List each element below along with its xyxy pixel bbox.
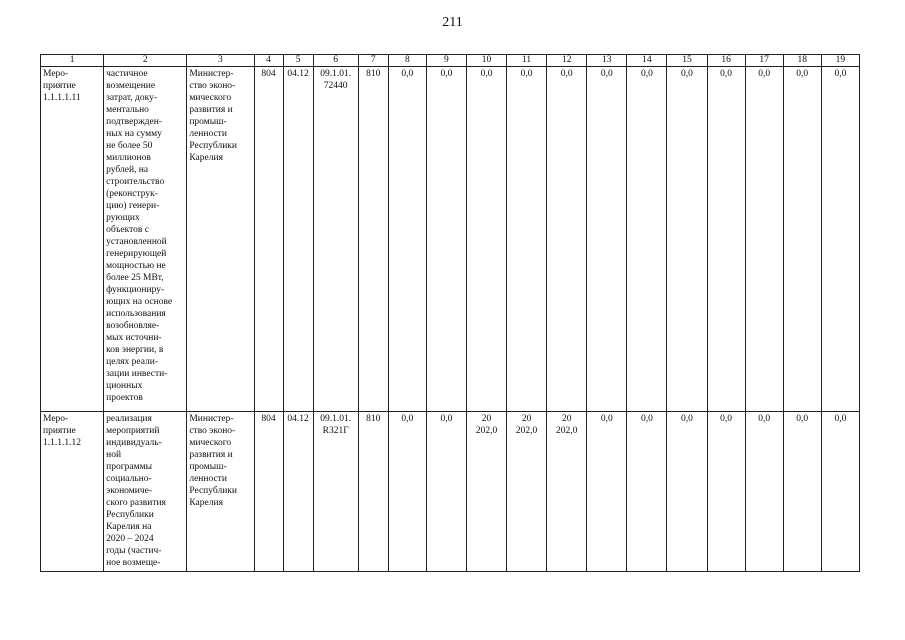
activity-name-cell: Меро- приятие 1.1.1.1.12 xyxy=(41,412,104,572)
column-header: 7 xyxy=(358,55,388,67)
table-cell: 0,0 xyxy=(707,67,745,412)
column-header: 17 xyxy=(745,55,783,67)
table-cell: 20 202,0 xyxy=(507,412,547,572)
table-cell: 0,0 xyxy=(821,412,859,572)
column-header: 18 xyxy=(783,55,821,67)
table-cell: 0,0 xyxy=(466,67,506,412)
table-cell: 0,0 xyxy=(707,412,745,572)
column-number-row xyxy=(41,55,860,67)
table-cell: 20 202,0 xyxy=(466,412,506,572)
column-header: 15 xyxy=(667,55,707,67)
column-header: 3 xyxy=(187,55,254,67)
page-number: 211 xyxy=(442,15,463,30)
column-header: 1 xyxy=(41,55,104,67)
table-cell: 0,0 xyxy=(783,67,821,412)
table-cell: 804 xyxy=(254,412,283,572)
table-cell: 0,0 xyxy=(667,412,707,572)
table-cell: 810 xyxy=(358,412,388,572)
column-header: 9 xyxy=(426,55,466,67)
table-cell: 0,0 xyxy=(426,67,466,412)
column-header: 2 xyxy=(104,55,187,67)
table-cell: 810 xyxy=(358,67,388,412)
column-header: 5 xyxy=(283,55,313,67)
table-cell: 09.1.01. R321Г xyxy=(313,412,358,572)
column-header: 13 xyxy=(587,55,627,67)
table-row xyxy=(41,412,860,572)
table-cell: 0,0 xyxy=(547,67,587,412)
column-header: 6 xyxy=(313,55,358,67)
column-header: 8 xyxy=(388,55,426,67)
column-header: 11 xyxy=(507,55,547,67)
executor-cell: Министер- ство эконо- мического развития и промыш- ленности Республики Карелия xyxy=(187,67,254,412)
table-cell: 0,0 xyxy=(667,67,707,412)
column-header: 16 xyxy=(707,55,745,67)
table-cell: 0,0 xyxy=(426,412,466,572)
table-cell: 20 202,0 xyxy=(547,412,587,572)
table-cell: 0,0 xyxy=(821,67,859,412)
activity-description-cell: реализация мероприятий индивидуаль- ной программы социально- экономиче- ского развития Республики Карелия на 2020 – 2024 годы (частич- ное возмеще- xyxy=(104,412,187,572)
activity-description-cell: частичное возмещение затрат, доку- ментально подтвержден- ных на сумму не более 50 миллионов рублей, на строительство (реконструк- цию) генери- рующих объектов с установленной генерирующей мощностью не более 25 МВт, функциониру- ющих на основе использования возобновляе- мых источни- ков энергии, в целях реали- зации инвести- ционных проектов xyxy=(104,67,187,412)
table-cell: 0,0 xyxy=(745,412,783,572)
budget-table xyxy=(40,54,860,572)
table-cell: 0,0 xyxy=(627,67,667,412)
table-cell: 0,0 xyxy=(627,412,667,572)
table-cell: 0,0 xyxy=(388,412,426,572)
table-cell: 0,0 xyxy=(745,67,783,412)
column-header: 12 xyxy=(547,55,587,67)
column-header: 14 xyxy=(627,55,667,67)
table-cell: 0,0 xyxy=(783,412,821,572)
table-cell: 04.12 xyxy=(283,412,313,572)
column-header: 4 xyxy=(254,55,283,67)
column-header: 19 xyxy=(821,55,859,67)
table-cell: 0,0 xyxy=(507,67,547,412)
table-cell: 0,0 xyxy=(587,67,627,412)
table-row xyxy=(41,67,860,412)
activity-name-cell: Меро- приятие 1.1.1.1.11 xyxy=(41,67,104,412)
table-cell: 0,0 xyxy=(587,412,627,572)
column-header: 10 xyxy=(466,55,506,67)
table-cell: 04.12 xyxy=(283,67,313,412)
executor-cell: Министер- ство эконо- мического развития и промыш- ленности Республики Карелия xyxy=(187,412,254,572)
table-cell: 804 xyxy=(254,67,283,412)
table-cell: 0,0 xyxy=(388,67,426,412)
table-cell: 09.1.01. 72440 xyxy=(313,67,358,412)
